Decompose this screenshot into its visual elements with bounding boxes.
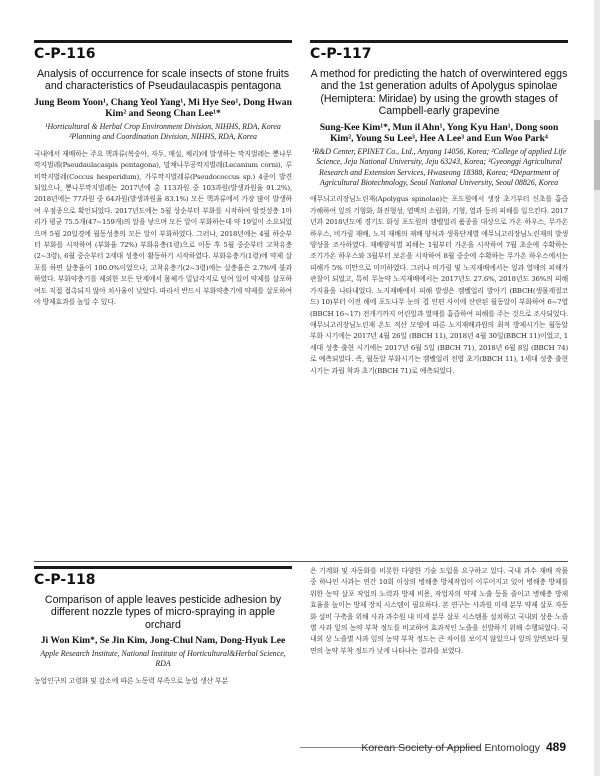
- abstract-affiliations: ¹Horticultural & Herbal Crop Environment Division, NIHHS, RDA, Korea ²Planning and Coordination Division, NIHHS, RDA, Korea: [45, 122, 281, 142]
- abstract-title: A method for predicting the hatch of overwintered eggs and the 1st generation adults of Apolygus spinolae (Hemiptera: Miridae) by using the growth stages of Campbell-early grapevine: [310, 68, 568, 118]
- abstract-code: C-P-117: [310, 46, 372, 62]
- abstract-authors: Jung Beom Yoon¹, Chang Yeol Yang¹, Mi Hye Seo¹, Dong Hwan Kim² and Seong Chan Lee¹*: [34, 96, 292, 120]
- abstract-body: 농업인구의 고령화 및 감소에 따른 노동력 부족으로 농업 생산 부분: [34, 676, 229, 685]
- abstract-title: Analysis of occurrence for scale insects of stone fruits and characteristics of Pseudaulacaspis pentagona: [36, 68, 289, 93]
- section-rule-right: [310, 40, 568, 43]
- section-divider: [34, 561, 568, 562]
- abstract-body: 국내에서 재배하는 주요 핵과류(복숭아, 자두, 매실, 체리)에 발생하는 깍지벌레는 뽕나무깍지벌레(Pseudaulacaspis pentagona), 말채나무공깍지벌레(Lecanium corni), 루비깍지벌레(Coccus hesperidum), 가루깍지벌레류(Pseudococcus sp.) 4종이 발견되었으나, 뽕나무깍지벌레는 2017년에 총 113과원 중 103과원(발생과원율 91.2%), 2018년에는 77과원 중 64과원(발생과원율 83.1%) 모든 핵과류에서 가장 많이 발생하여 우점종으로 확인되었다. 2017년도에는 5월 상순부터 부화를 시작하여 암컷성충 1마리가 평균 75.5개(47~159개)의 알을 낳으며 모든 알이 부화하는데 약 19일이 소요되었으며 5월 20일경에 월동성충의 모든 알이 부화하였다. 그러나, 2018년에는 4월 하순부터 부화를 시작하여 (부화율 72%) 부화유충(1령)으로 이동 후 5월 중순부터 고착유충(2~3령), 6월 중순부터 2세대 성충이 활동하기 시작하였다. 부화유충기(1령)에 약제 살포를 하면 살충율이 100.0%이었으나, 고착유충기(2~3령)에는 살충율은 2.7%에 불과하였다. 부화약충기를 제외한 모든 단계에서 몸체가 밀납각지로 덮여 있어 약제를 살포하여도 직접 접촉되지 않아 치사율이 낮았다. 따라서 반드시 부화약충기에 약제를 살포하여야 방제효과를 높일 수 있다.: [34, 149, 292, 307]
- abstract-title: Comparison of apple leaves pesticide adhesion by different nozzle types of micro-spraying in apple orchard: [44, 594, 282, 631]
- abstract-authors: Sung-Kee Kim¹*, Mun il Ahn¹, Yong Kyu Han¹, Dong soon Kim², Young Su Lee³, Hee A Lee³ and Eun Woo Park⁴: [319, 121, 559, 145]
- page-footer: [361, 740, 566, 754]
- abstract-body: 애무늬고리장님노린재(Apolygus spinolae)는 포도원에서 생장 초기부터 신초를 흡즙 가해하여 잎의 기형화, 화진형성, 엽맥의 소립화, 기형, 열과 등의 피해를 일으킨다. 2017년과 2018년도에 경기도 화성 포도원의 캠벨얼리 품종을 대상으로 가온 하우스, 무가온 하우스, 비가림 재배, 노지 재배의 재배 양식과 생육단계별 애무늬고리장님노린재의 발생 양상을 조사하였다. 재배양식별 피해는 1월부터 가온을 시작하여 7월 초순에 수확하는 조기가온 하우스와 3월부터 보온을 시작하여 8월 중순에 수확하는 무가온 하우스에서는 피해가 5% 미만으로 미미하였다. 그러나 비가림 및 노지재배에서는 잎과 열매의 피해가 관찰이 되었고, 특히 무농약 노지재배에서는 2017년도 27.6%, 2018년도 36%의 피해가지율을 나타내었다. 노지재배에서 피해 발생은 캠벨얼리 발아기 (BBCH(생물계절코드) 10)부터 이전 해에 포도나무 눈의 겹 인편 사이에 산란된 월동알이 부화하여 6~7엽(BBCH 16~17) 전개기까지 어린잎과 열매를 흡즙하여 피해를 주는 것으로 조사되었다. 애무늬고리장님노린재 온도 적산 모델에 따른 노지재배과원의 최적 방제시기는 월동알 부화 시기에는 2017년 4월 26일 (BBCH 11), 2018년 4월 30일(BBCH 11)이었고, 1세대 성충 출현 시기에는 2017년 6월 5일 (BBCH 71), 2018년 6월 8일 (BBCH 74)로 예측되었다. 즉, 월동알 부화시기는 캠벨얼리 전엽 초기(BBCH 11), 1세대 성충 출현 시기는 과립 착과 초기(BBCH 71)로 예측되었다.: [310, 195, 568, 375]
- page-number: 489: [545, 740, 566, 754]
- abstract-c-p-116: [34, 46, 292, 309]
- abstract-code: C-P-118: [34, 572, 96, 588]
- page-edge-tab: [594, 0, 600, 776]
- abstract-code: C-P-116: [34, 46, 96, 62]
- abstract-c-p-118: [34, 572, 292, 687]
- society-name: Korean Society of Applied Entomology: [361, 742, 540, 754]
- page-edge-marker: [594, 120, 600, 190]
- abstract-body-continued: 은 기계화 및 자동화를 비롯한 다양한 기술 도입을 요구하고 있다. 국내 과수 재배 작물 중 하나인 사과는 연간 10회 이상의 병해충 방제작업이 이루어지고 있어 병해충 방제를 위한 농약 살포 작업의 노력과 방제 비용, 작업자의 약제 노출 등을 줄이고 병해충 방제 효율을 높이는 방제 장치 시스템이 필요하다. 본 연구는 사과원 미세 분무 약제 살포 자동화 설비 구축을 위해 사과 과수원 내 미세 분무 살포 시스템을 설치하고 국내외 상용 노즐별 사과 잎의 농약 부착 정도를 비교하여 효과적인 노즐을 선발하기 위해 수행되었다. 국내외 상 노즐별 사과 잎의 농약 부착 정도는 큰 차이를 보이지 않았으나 잎의 앞면보다 뒷면의 농약 부착 정도가 낮게 나타나는 결과를 보였다.: [310, 567, 568, 655]
- section-rule-left: [34, 40, 292, 43]
- abstract-c-p-118-continued: [310, 566, 568, 657]
- abstract-affiliations: Apple Research Institute, National Institute of Horticultural&Herbal Science, RDA: [40, 648, 286, 669]
- abstract-c-p-117: [310, 46, 568, 377]
- section-rule-lower: [34, 566, 292, 569]
- abstract-affiliations: ¹R&D Center, EPINET Co., Ltd., Anyang 14056, Korea; ²College of applied Life Science, Jeju National University, Jeju 63243, Korea; ³Gyeonggi Agricultural Research and Extension Services, Hwaseong 18388, Korea; ⁴Department of Agricultural Biotechnology, Seoul National University, Seoul 08826, Korea: [311, 146, 567, 188]
- abstract-authors: Ji Won Kim*, Se Jin Kim, Jong-Chul Nam, Dong-Hyuk Lee: [40, 635, 286, 647]
